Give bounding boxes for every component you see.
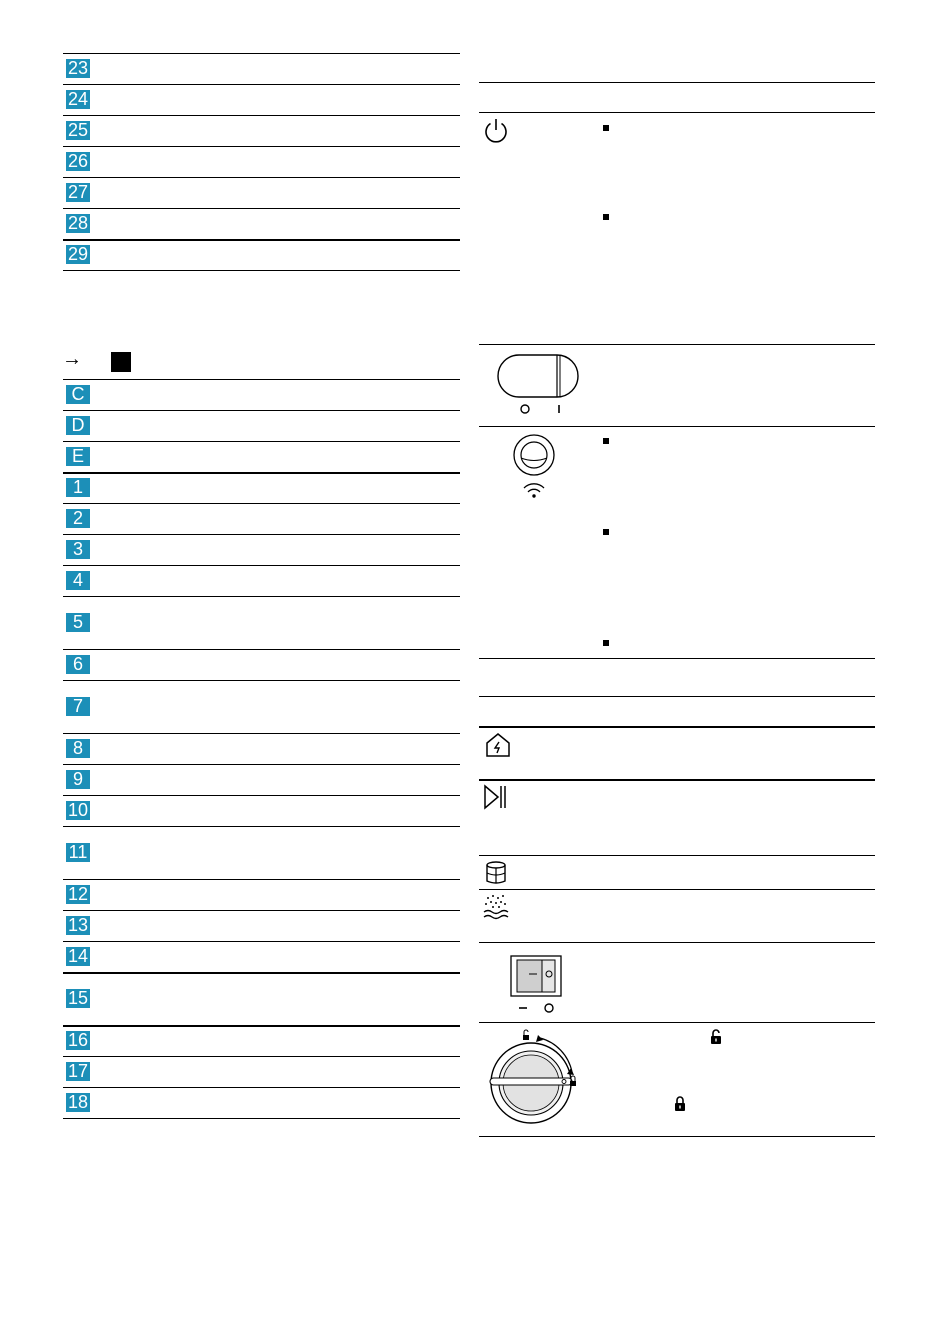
bullet	[603, 640, 609, 646]
table-rule	[479, 696, 875, 697]
row-number-badge: 13	[67, 915, 89, 935]
row-number-badge: 25	[67, 120, 89, 140]
row-number-badge: 23	[67, 58, 89, 78]
row-number-badge: 16	[67, 1030, 89, 1050]
table-rule	[479, 344, 875, 345]
row-number-badge: 27	[67, 182, 89, 202]
table-rule	[63, 1087, 460, 1088]
power-icon	[482, 117, 510, 145]
row-number-badge: 5	[66, 613, 90, 632]
row-number-badge: 10	[67, 800, 89, 820]
switch-icon	[509, 954, 565, 1014]
row-number-badge: 24	[67, 89, 89, 109]
table-rule	[479, 855, 875, 856]
row-number-badge: 14	[67, 946, 89, 966]
home-power-icon	[484, 731, 512, 759]
table-rule	[479, 658, 875, 659]
table-rule	[63, 795, 460, 796]
row-number-badge: 11	[66, 843, 90, 862]
table-rule	[63, 1118, 460, 1119]
black-square-icon	[111, 352, 131, 372]
table-rule	[479, 942, 875, 943]
table-rule	[63, 379, 460, 380]
row-number-badge: E	[66, 447, 90, 466]
table-rule	[63, 146, 460, 147]
container-icon	[484, 860, 508, 886]
lock-closed-icon	[673, 1096, 687, 1112]
row-number-badge: 7	[66, 697, 90, 716]
table-rule	[479, 1022, 875, 1023]
table-rule	[63, 680, 460, 681]
salt-icon	[482, 893, 512, 921]
row-number-badge: 2	[66, 509, 90, 528]
table-rule	[63, 879, 460, 880]
row-number-badge: 3	[66, 540, 90, 559]
table-rule	[63, 84, 460, 85]
table-rule	[63, 503, 460, 504]
table-rule	[479, 82, 875, 83]
table-rule	[63, 270, 460, 271]
row-number-badge: 8	[66, 739, 90, 758]
arrow-icon: →	[62, 348, 82, 370]
row-number-badge: 9	[66, 770, 90, 789]
table-rule	[63, 472, 460, 474]
table-rule	[63, 649, 460, 650]
table-rule	[63, 208, 460, 209]
table-rule	[63, 972, 460, 974]
table-rule	[63, 441, 460, 442]
table-rule	[63, 177, 460, 178]
table-rule	[479, 426, 875, 427]
knob-wifi-icon	[509, 433, 559, 503]
bullet	[603, 529, 609, 535]
table-rule	[479, 1136, 875, 1137]
table-rule	[63, 826, 460, 827]
table-rule	[63, 764, 460, 765]
table-rule	[479, 112, 875, 113]
table-rule	[63, 239, 460, 241]
table-rule	[63, 534, 460, 535]
table-rule	[63, 53, 460, 54]
table-rule	[63, 733, 460, 734]
bullet	[603, 214, 609, 220]
table-rule	[63, 410, 460, 411]
row-number-badge: 15	[67, 988, 89, 1008]
rocker-switch-icon	[495, 353, 581, 417]
bullet	[603, 438, 609, 444]
row-number-badge: 29	[67, 244, 89, 264]
table-rule	[479, 889, 875, 890]
table-rule	[63, 565, 460, 566]
row-number-badge: 6	[66, 655, 90, 674]
table-rule	[479, 726, 875, 728]
table-rule	[63, 941, 460, 942]
table-rule	[479, 779, 875, 781]
row-number-badge: 17	[67, 1061, 89, 1081]
table-rule	[63, 910, 460, 911]
table-rule	[63, 1056, 460, 1057]
lock-open-icon	[709, 1029, 723, 1045]
row-number-badge: 26	[67, 151, 89, 171]
table-rule	[63, 115, 460, 116]
row-number-badge: 1	[66, 478, 90, 497]
row-number-badge: 12	[67, 884, 89, 904]
row-number-badge: 18	[67, 1092, 89, 1112]
bullet	[603, 125, 609, 131]
table-rule	[63, 1025, 460, 1027]
table-rule	[63, 596, 460, 597]
row-number-badge: 28	[67, 213, 89, 233]
dial-lock-icon	[486, 1028, 584, 1124]
row-number-badge: C	[66, 385, 90, 404]
row-number-badge: 4	[66, 571, 90, 590]
row-number-badge: D	[66, 416, 90, 435]
play-pause-icon	[483, 784, 509, 810]
